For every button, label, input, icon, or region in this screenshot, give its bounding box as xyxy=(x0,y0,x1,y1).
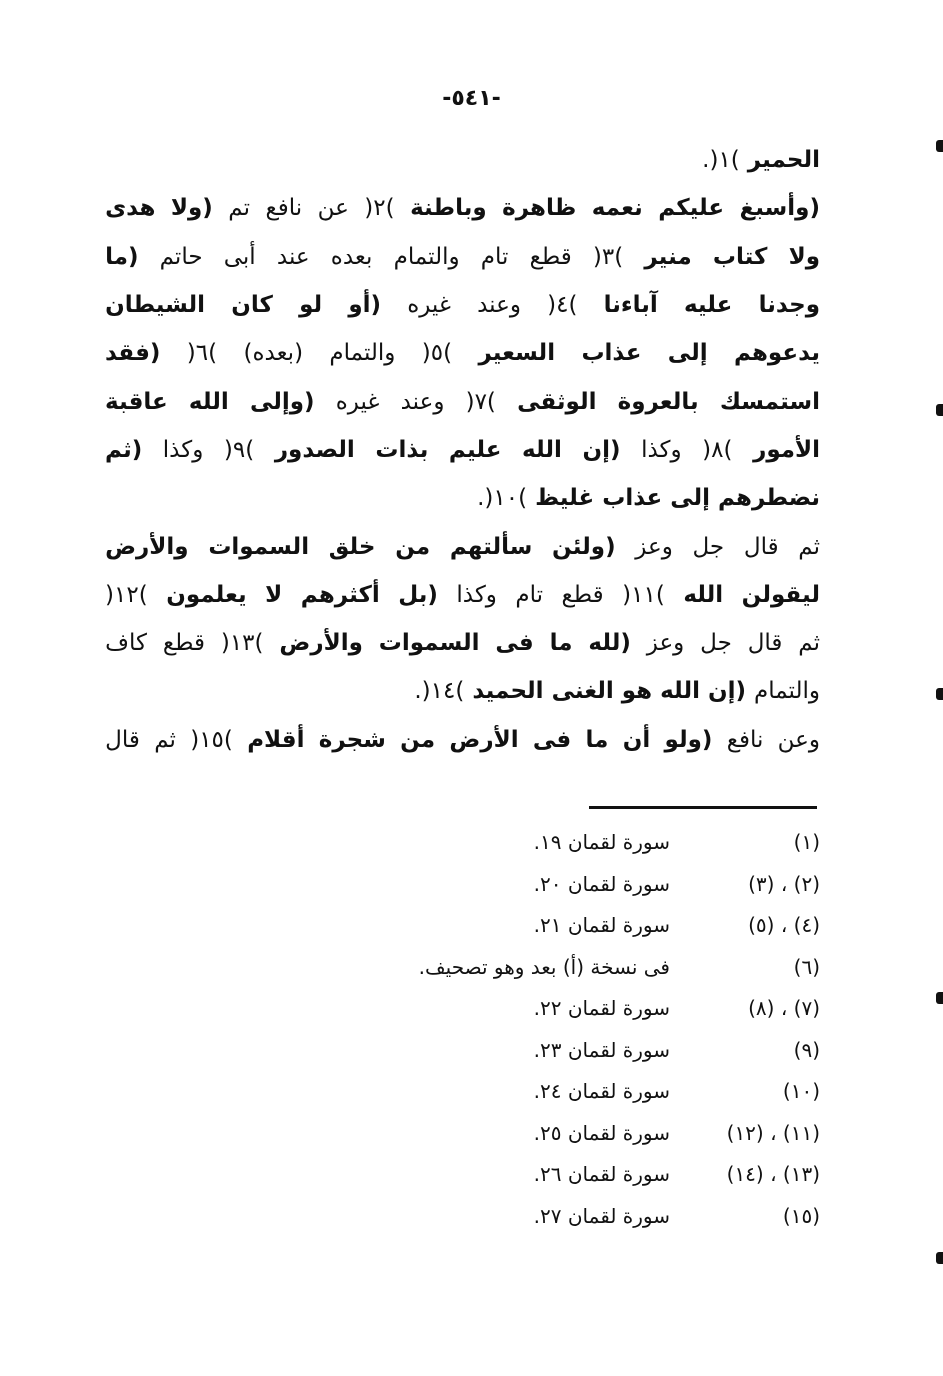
page-number: -٥٤١- xyxy=(442,86,501,111)
text-word: وعز xyxy=(635,533,673,560)
footnote-item xyxy=(300,1154,820,1196)
text-line xyxy=(105,329,820,377)
footnote-item xyxy=(300,822,820,864)
footnote-item xyxy=(300,864,820,906)
text-word: )٥( xyxy=(421,340,453,367)
text-word: جل xyxy=(692,533,725,560)
text-line xyxy=(105,619,820,667)
quran-word: آباءنا xyxy=(603,292,658,319)
text-word: وكذا xyxy=(641,436,682,463)
text-word: قطع xyxy=(162,630,205,657)
quran-word: (ولئن xyxy=(552,533,616,560)
footnote-item xyxy=(300,947,820,989)
quran-word: إلى xyxy=(667,340,708,367)
quran-word: الصدور xyxy=(274,436,355,463)
text-word: والتمام xyxy=(754,678,820,705)
footnote-number: (٤) ، (٥) xyxy=(748,913,820,937)
text-word: قطع xyxy=(561,581,604,608)
binding-mark xyxy=(936,992,943,1004)
quran-word: نعمه xyxy=(591,195,643,222)
quran-word: أقلام xyxy=(247,726,305,753)
text-word: وعند xyxy=(477,292,521,319)
binding-mark xyxy=(936,1252,943,1264)
quran-word: إلى xyxy=(670,485,710,512)
text-word: أبى xyxy=(223,243,256,270)
quran-word: الشيطان xyxy=(105,292,206,319)
text-word: غيره xyxy=(335,388,380,415)
text-word: )١٠(. xyxy=(477,485,528,512)
text-word: عند xyxy=(276,243,310,270)
text-word: عن xyxy=(317,195,349,222)
text-line xyxy=(105,136,820,184)
text-word: )٨( xyxy=(702,436,733,463)
footnote-item xyxy=(300,1030,820,1072)
quran-word: (فقد xyxy=(105,340,161,367)
quran-word: والأرض xyxy=(279,630,363,657)
quran-word: بالعروة xyxy=(617,388,699,415)
quran-word: من xyxy=(395,533,431,560)
quran-word: الحميد xyxy=(472,678,544,705)
quran-word: يدعوهم xyxy=(733,340,820,367)
footnote-text: سورة لقمان ٢٦. xyxy=(533,1162,670,1186)
footnotes xyxy=(300,822,820,1237)
quran-word: الأرض xyxy=(449,726,519,753)
quran-word: الله xyxy=(188,388,229,415)
footnote-number: (١٥) xyxy=(782,1203,820,1228)
quran-word: سألتهم xyxy=(449,533,533,560)
quran-word: الوثقى xyxy=(517,388,597,415)
quran-word: ما xyxy=(549,630,573,657)
quran-word: الأمور xyxy=(753,436,820,463)
text-word: )٩( xyxy=(223,436,255,463)
text-word: تام xyxy=(480,243,509,270)
text-line xyxy=(105,667,820,715)
quran-word: (بل xyxy=(398,581,438,608)
text-word: وعز xyxy=(646,630,685,657)
footnote-item xyxy=(300,905,820,947)
quran-word: السموات xyxy=(378,630,480,657)
text-word: غيره xyxy=(407,292,451,319)
binding-mark xyxy=(936,404,943,416)
text-line xyxy=(105,571,820,619)
quran-word: أكثرهم xyxy=(300,581,380,608)
text-line xyxy=(105,281,820,329)
quran-word: ليقولن xyxy=(741,581,820,608)
quran-word: (أو xyxy=(348,292,382,319)
quran-word: ولا xyxy=(788,243,820,270)
footnote-number: (١١) ، (١٢) xyxy=(726,1120,820,1145)
quran-word: السعير xyxy=(478,340,556,367)
text-word: )٤( xyxy=(547,292,578,319)
text-line xyxy=(105,184,820,232)
quran-word: (لله xyxy=(588,630,631,657)
text-word: )٣( xyxy=(592,243,624,270)
quran-word: (ولو xyxy=(664,726,713,753)
footnote-text: سورة لقمان ٢٠. xyxy=(533,871,670,896)
binding-mark xyxy=(936,688,943,700)
quran-word: الغنى xyxy=(551,678,614,705)
text-word: حاتم xyxy=(159,243,203,270)
quran-word: (إن xyxy=(707,678,746,705)
quran-word: الله xyxy=(522,436,562,463)
quran-word: هو xyxy=(621,678,653,705)
quran-word: عليم xyxy=(448,436,502,463)
text-word: )١٣( xyxy=(220,630,264,657)
quran-word: لا xyxy=(265,581,283,608)
quran-word: عذاب xyxy=(581,340,642,367)
quran-word: (ما xyxy=(105,243,139,270)
quran-word: الله xyxy=(683,581,724,608)
text-line xyxy=(105,716,820,764)
quran-word: والأرض xyxy=(105,533,189,560)
text-word: نافع xyxy=(265,195,303,222)
text-word: )١١( xyxy=(622,581,665,608)
text-word: )٢( xyxy=(364,195,395,222)
quran-word: فى xyxy=(495,630,534,657)
text-word: كاف xyxy=(105,630,147,657)
text-line xyxy=(105,474,820,522)
text-line xyxy=(105,377,820,425)
text-word: وكذا xyxy=(162,436,204,463)
footnote-item xyxy=(300,1113,820,1155)
text-word: وكذا xyxy=(456,581,497,608)
quran-word: (ولا xyxy=(170,195,213,222)
text-word: (بعده) xyxy=(243,340,304,367)
quran-word: أن xyxy=(622,726,651,753)
quran-word: بذات xyxy=(375,436,429,463)
footnote-item xyxy=(300,1196,820,1238)
quran-word: وباطنة xyxy=(410,195,487,222)
quran-word: عليكم xyxy=(658,195,725,222)
quran-word: كتاب xyxy=(712,243,768,270)
text-word: ثم xyxy=(154,726,176,753)
text-line xyxy=(105,233,820,281)
text-word: قال xyxy=(105,726,140,753)
quran-word: الله xyxy=(660,678,700,705)
quran-word: (إن xyxy=(582,436,621,463)
footnote-text: سورة لقمان ٢٧. xyxy=(533,1203,670,1228)
text-word: نافع xyxy=(726,726,764,753)
text-word: )١(. xyxy=(702,147,740,174)
quran-word: عليه xyxy=(683,292,733,319)
text-word: ثم xyxy=(798,630,820,657)
quran-word: ظاهرة xyxy=(502,195,577,222)
footnote-text: سورة لقمان ٢٤. xyxy=(533,1079,670,1103)
text-word: تم xyxy=(228,195,250,222)
footnote-text: سورة لقمان ٢٢. xyxy=(533,996,670,1020)
quran-word: السموات xyxy=(208,533,310,560)
text-word: والتمام xyxy=(329,340,396,367)
quran-word: نضطرهم xyxy=(718,485,820,512)
footnote-item xyxy=(300,988,820,1030)
quran-word: عذاب xyxy=(602,485,663,512)
text-word: قال xyxy=(743,533,779,560)
quran-word: فى xyxy=(532,726,572,753)
text-word: )١٥( xyxy=(190,726,233,753)
quran-word: غليظ xyxy=(535,485,595,512)
footnote-number: (٦) xyxy=(793,954,820,979)
quran-word: (وأسبغ xyxy=(739,195,820,222)
quran-word: منير xyxy=(644,243,692,270)
text-word: )١٢( xyxy=(105,581,148,608)
quran-word: هدى xyxy=(105,195,156,222)
text-word: بعده xyxy=(330,243,373,270)
footnote-number: (١) xyxy=(793,830,820,854)
quran-word: خلق xyxy=(328,533,376,560)
text-word: ثم xyxy=(798,533,820,560)
text-word: )٦( xyxy=(186,340,218,367)
quran-word: وجدنا xyxy=(758,292,820,319)
quran-word: كان xyxy=(231,292,273,319)
text-line xyxy=(105,522,820,570)
text-word: جل xyxy=(700,630,732,657)
footnote-number: (١٠) xyxy=(782,1079,820,1103)
quran-word: يعلمون xyxy=(166,581,247,608)
quran-word: من xyxy=(400,726,436,753)
footnote-item xyxy=(300,1071,820,1113)
main-text xyxy=(105,136,820,764)
text-word: قطع xyxy=(529,243,572,270)
quran-word: عاقبة xyxy=(105,388,168,415)
text-word: وعند xyxy=(400,388,445,415)
quran-word: لو xyxy=(299,292,323,319)
footnote-text: سورة لقمان ٢٣. xyxy=(533,1037,670,1062)
binding-mark xyxy=(936,140,943,152)
footnote-number: (١٣) ، (١٤) xyxy=(726,1162,820,1186)
text-word: وعن xyxy=(777,726,820,753)
footnote-divider xyxy=(589,806,817,809)
quran-word: استمسك xyxy=(719,388,820,415)
quran-word: ما xyxy=(585,726,609,753)
footnote-text: فى نسخة (أ) بعد وهو تصحيف. xyxy=(418,954,670,979)
footnote-text: سورة لقمان ٢١. xyxy=(533,913,670,937)
quran-word: (وإلى xyxy=(249,388,315,415)
text-word: قال xyxy=(747,630,783,657)
footnote-text: سورة لقمان ٢٥. xyxy=(533,1120,670,1145)
footnote-number: (٢) ، (٣) xyxy=(748,871,820,896)
footnote-number: (٩) xyxy=(793,1037,820,1062)
text-word: )١٤(. xyxy=(414,678,465,705)
quran-word: الحمير xyxy=(747,147,820,174)
text-word: )٧( xyxy=(465,388,496,415)
text-word: والتمام xyxy=(393,243,460,270)
quran-word: (ثم xyxy=(105,436,143,463)
text-word: تام xyxy=(515,581,544,608)
footnote-number: (٧) ، (٨) xyxy=(748,996,820,1020)
footnote-text: سورة لقمان ١٩. xyxy=(533,830,670,854)
text-line xyxy=(105,426,820,474)
quran-word: شجرة xyxy=(318,726,386,753)
